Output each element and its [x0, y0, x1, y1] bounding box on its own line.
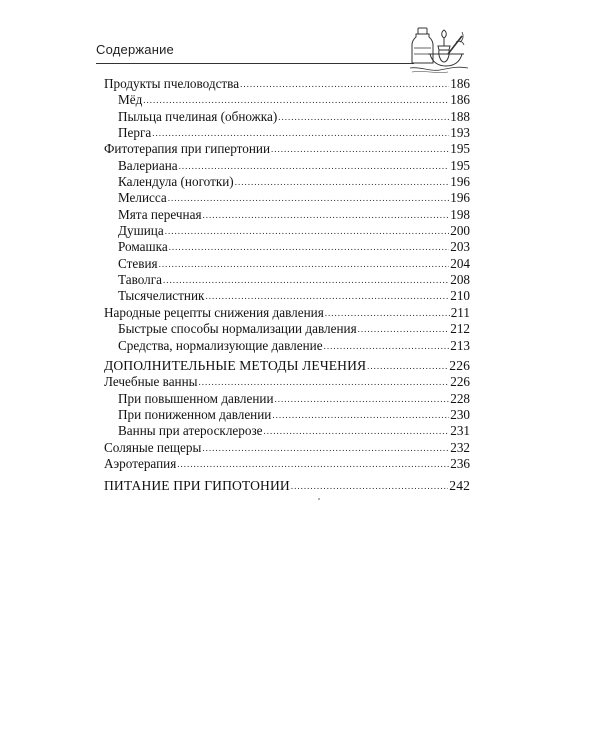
toc-section-row [104, 478, 470, 494]
toc-dot-leader [177, 456, 449, 472]
toc-entry-title: Валериана [118, 157, 178, 173]
toc-page-number: 212 [450, 321, 470, 337]
toc-entry-title: ДОПОЛНИТЕЛЬНЫЕ МЕТОДЫ ЛЕЧЕНИЯ [104, 357, 367, 373]
toc-page-number: 195 [450, 141, 470, 157]
toc-page-number: 213 [450, 337, 470, 353]
toc-entry-row [104, 158, 470, 174]
toc-entry-title: Стевия [118, 255, 158, 271]
toc-entry-row [104, 272, 470, 288]
toc-entry-row [104, 76, 470, 92]
toc-entry-row [104, 305, 470, 321]
toc-page-number: 193 [450, 125, 470, 141]
toc-page-number: 196 [450, 174, 470, 190]
toc-entry-title: Народные рецепты снижения давления [104, 304, 324, 320]
toc-section-row [104, 358, 470, 374]
toc-entry-title: Средства, нормализующие давление [118, 337, 323, 353]
toc-page-number: 232 [450, 439, 470, 455]
toc-dot-leader [199, 374, 450, 390]
toc-entry-title: При повышенном давлении [118, 390, 274, 406]
toc-entry-title: Аэротерапия [104, 455, 177, 471]
toc-entry-row [104, 423, 470, 439]
toc-entry-title: ПИТАНИЕ ПРИ ГИПОТОНИИ [104, 478, 290, 494]
toc-entry-title: Соляные пещеры [104, 439, 202, 455]
toc-page-number: 211 [450, 304, 470, 320]
toc-page-number: 204 [450, 255, 470, 271]
toc-entry-title: Таволга [118, 272, 162, 288]
toc-dot-leader [159, 256, 450, 272]
toc-entry-row [104, 440, 470, 456]
toc-page-number: 196 [450, 190, 470, 206]
scan-speck [318, 498, 320, 500]
toc-entry-row [104, 256, 470, 272]
toc-entry-row [104, 141, 470, 157]
toc-entry-row [104, 223, 470, 239]
toc-entry-title: Лечебные ванны [104, 374, 198, 390]
header-rule [96, 63, 414, 64]
toc-dot-leader [143, 92, 449, 108]
toc-dot-leader [235, 174, 450, 190]
herbal-pharmacy-icon [408, 24, 470, 74]
toc-entry-row [104, 374, 470, 390]
toc-page-number: 226 [450, 374, 470, 390]
toc-page-number: 200 [450, 223, 470, 239]
toc-dot-leader [169, 239, 450, 255]
toc-page-number: 203 [450, 239, 470, 255]
toc-entry-row [104, 239, 470, 255]
toc-entry-title: Пыльца пчелиная (обножка) [118, 108, 278, 124]
toc-entry-row [104, 207, 470, 223]
page-header-title: Содержание [96, 42, 174, 57]
toc-dot-leader [367, 358, 448, 374]
toc-page-number: 242 [449, 478, 470, 494]
toc-dot-leader [271, 141, 449, 157]
toc-entry-row [104, 109, 470, 125]
toc-entry-title: Перга [118, 125, 152, 141]
toc-dot-leader [358, 321, 450, 337]
toc-dot-leader [275, 391, 450, 407]
toc-dot-leader [324, 338, 450, 354]
toc-entry-row [104, 456, 470, 472]
toc-entry-title: Ванны при атеросклерозе [118, 423, 263, 439]
toc-entry-title: Мёд [118, 92, 143, 108]
toc-entry-row [104, 288, 470, 304]
toc-entry-row [104, 92, 470, 108]
toc-page-number: 210 [450, 288, 470, 304]
toc-entry-row [104, 321, 470, 337]
toc-entry-row [104, 338, 470, 354]
toc-page-number: 230 [450, 406, 470, 422]
toc-dot-leader [179, 158, 450, 174]
toc-page-number: 186 [450, 76, 470, 91]
toc-entry-row [104, 174, 470, 190]
toc-entry-title: Календула (ноготки) [118, 174, 234, 190]
toc-entry-title: Душица [118, 223, 164, 239]
toc-dot-leader [325, 305, 450, 321]
toc-dot-leader [272, 407, 449, 423]
toc-entry-title: Фитотерапия при гипертонии [104, 141, 271, 157]
toc-dot-leader [205, 288, 449, 304]
table-of-contents [104, 76, 470, 495]
toc-dot-leader [168, 190, 449, 206]
toc-entry-row [104, 190, 470, 206]
toc-dot-leader [163, 272, 449, 288]
toc-dot-leader [278, 109, 449, 125]
page-header [96, 38, 468, 66]
toc-page-number: 195 [450, 157, 470, 173]
toc-entry-title: Тысячелистник [118, 288, 205, 304]
toc-page-number: 236 [450, 455, 470, 471]
toc-dot-leader [203, 207, 450, 223]
toc-entry-title: Мелисса [118, 190, 167, 206]
toc-dot-leader [291, 478, 448, 494]
toc-entry-title: Продукты пчеловодства [104, 76, 240, 91]
toc-page-number: 226 [449, 357, 470, 373]
toc-page-number: 198 [450, 206, 470, 222]
toc-page-number: 186 [450, 92, 470, 108]
toc-entry-title: При пониженном давлении [118, 406, 272, 422]
toc-dot-leader [264, 423, 450, 439]
toc-dot-leader [202, 440, 449, 456]
toc-dot-leader [165, 223, 450, 239]
toc-entry-row [104, 391, 470, 407]
toc-entry-title: Быстрые способы нормализации давления [118, 321, 357, 337]
toc-entry-row [104, 407, 470, 423]
toc-page-number: 188 [450, 108, 470, 124]
toc-dot-leader [240, 76, 449, 92]
toc-entry-title: Ромашка [118, 239, 168, 255]
toc-dot-leader [152, 125, 449, 141]
toc-page-number: 208 [450, 272, 470, 288]
toc-entry-row [104, 125, 470, 141]
toc-page-number: 231 [450, 423, 470, 439]
toc-entry-title: Мята перечная [118, 206, 202, 222]
toc-page-number: 228 [450, 390, 470, 406]
